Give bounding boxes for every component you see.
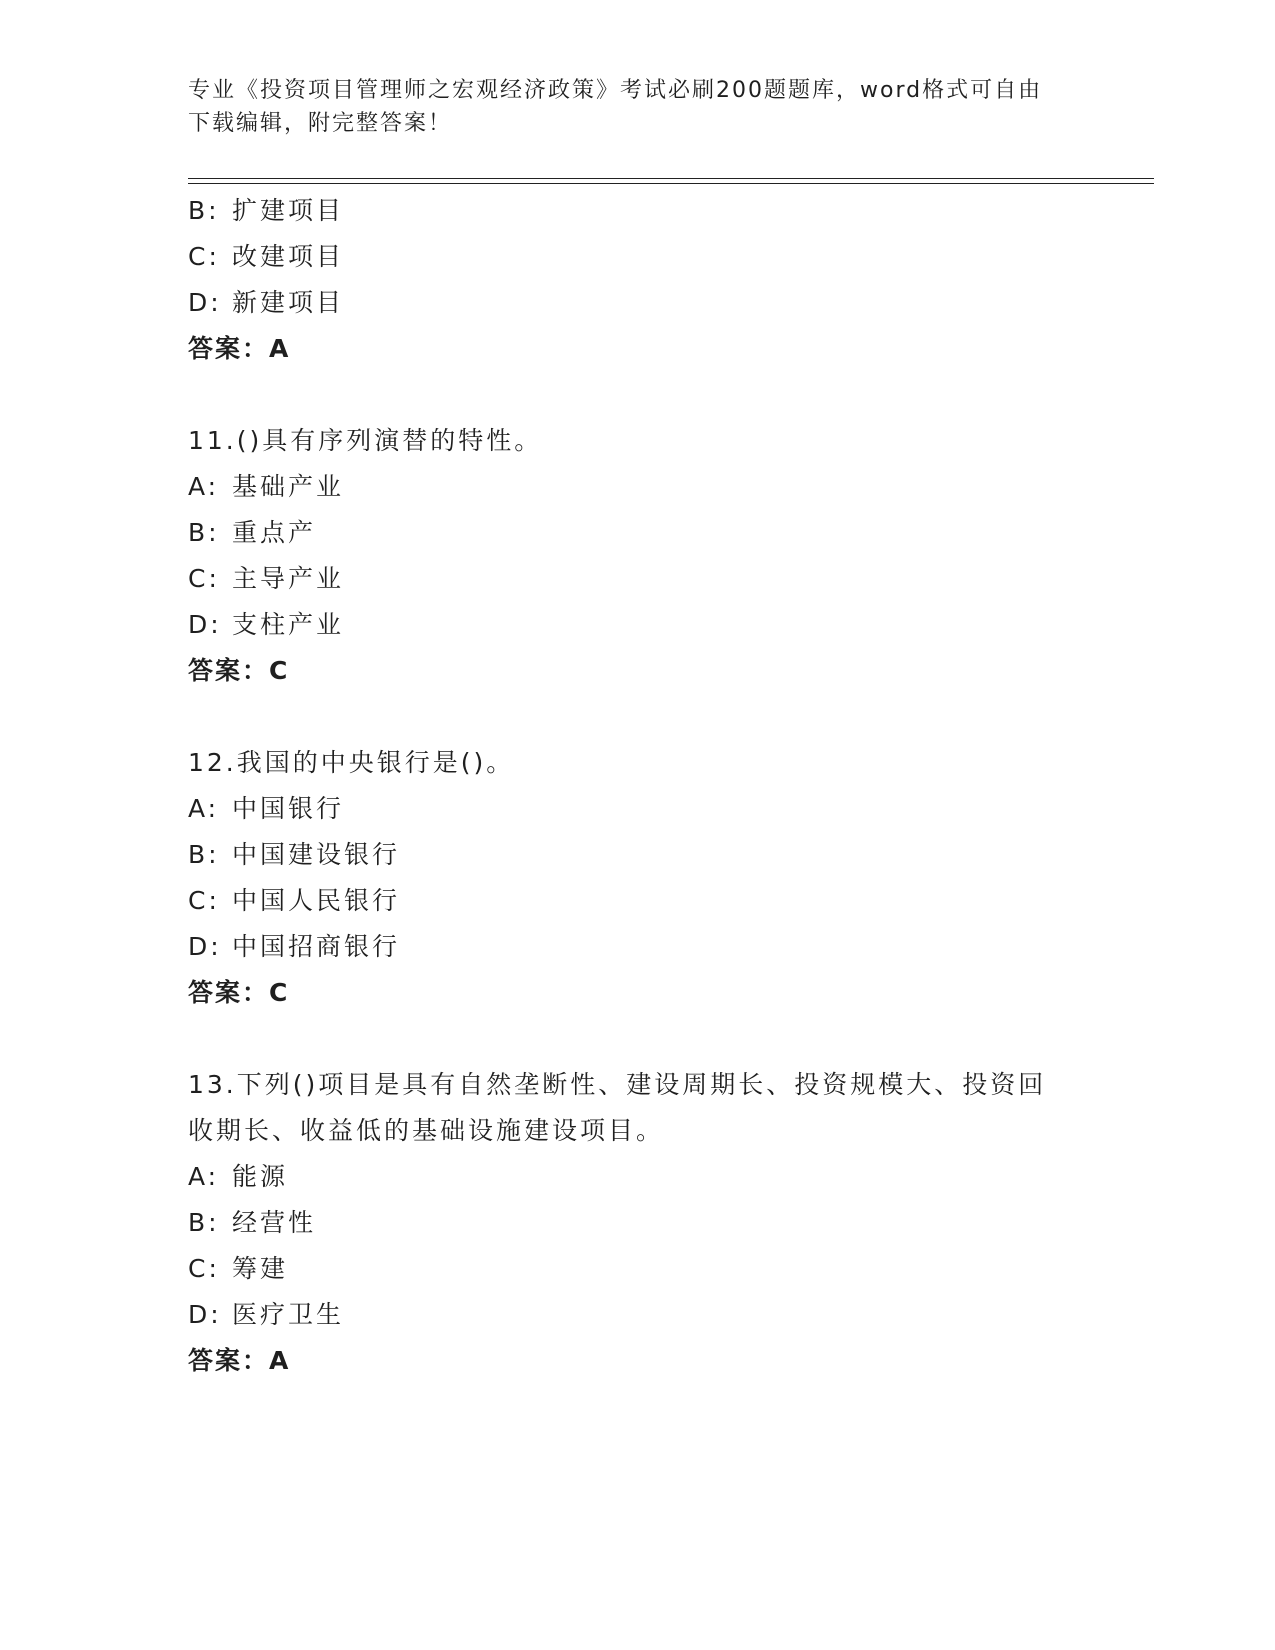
answer: 答案：A bbox=[188, 1346, 291, 1375]
answer: 答案：A bbox=[188, 334, 291, 363]
option-b: B: 重点产 bbox=[188, 518, 317, 547]
option-c: C: 主导产业 bbox=[188, 564, 345, 593]
question-stem: 12.我国的中央银行是()。 bbox=[188, 748, 515, 777]
question-partial bbox=[188, 188, 1088, 372]
answer: 答案：C bbox=[188, 656, 290, 685]
option-b: B: 扩建项目 bbox=[188, 196, 345, 225]
option-a: A: 基础产业 bbox=[188, 472, 345, 501]
question-list bbox=[188, 188, 1088, 1384]
option-b: B: 经营性 bbox=[188, 1208, 317, 1237]
question-12 bbox=[188, 740, 1088, 1016]
option-a: A: 能源 bbox=[188, 1162, 289, 1191]
question-stem: 11.()具有序列演替的特性。 bbox=[188, 426, 543, 455]
header-line-1: 专业《投资项目管理师之宏观经济政策》考试必刷200题题库，word格式可自由 bbox=[188, 78, 1043, 103]
option-d: D: 医疗卫生 bbox=[188, 1300, 345, 1329]
option-c: C: 中国人民银行 bbox=[188, 886, 401, 915]
document-header bbox=[188, 74, 1068, 140]
header-line-2: 下载编辑，附完整答案！ bbox=[188, 111, 453, 136]
option-d: D: 中国招商银行 bbox=[188, 932, 401, 961]
option-d: D: 新建项目 bbox=[188, 288, 345, 317]
question-stem-line-1: 13.下列()项目是具有自然垄断性、建设周期长、投资规模大、投资回 bbox=[188, 1070, 1047, 1099]
header-rule-bottom bbox=[188, 183, 1154, 184]
question-13 bbox=[188, 1062, 1088, 1384]
option-c: C: 改建项目 bbox=[188, 242, 345, 271]
answer: 答案：C bbox=[188, 978, 290, 1007]
question-stem-line-2: 收期长、收益低的基础设施建设项目。 bbox=[188, 1116, 665, 1145]
option-c: C: 筹建 bbox=[188, 1254, 289, 1283]
header-rule-top bbox=[188, 178, 1154, 179]
question-11 bbox=[188, 418, 1088, 694]
option-b: B: 中国建设银行 bbox=[188, 840, 401, 869]
option-a: A: 中国银行 bbox=[188, 794, 345, 823]
option-d: D: 支柱产业 bbox=[188, 610, 345, 639]
